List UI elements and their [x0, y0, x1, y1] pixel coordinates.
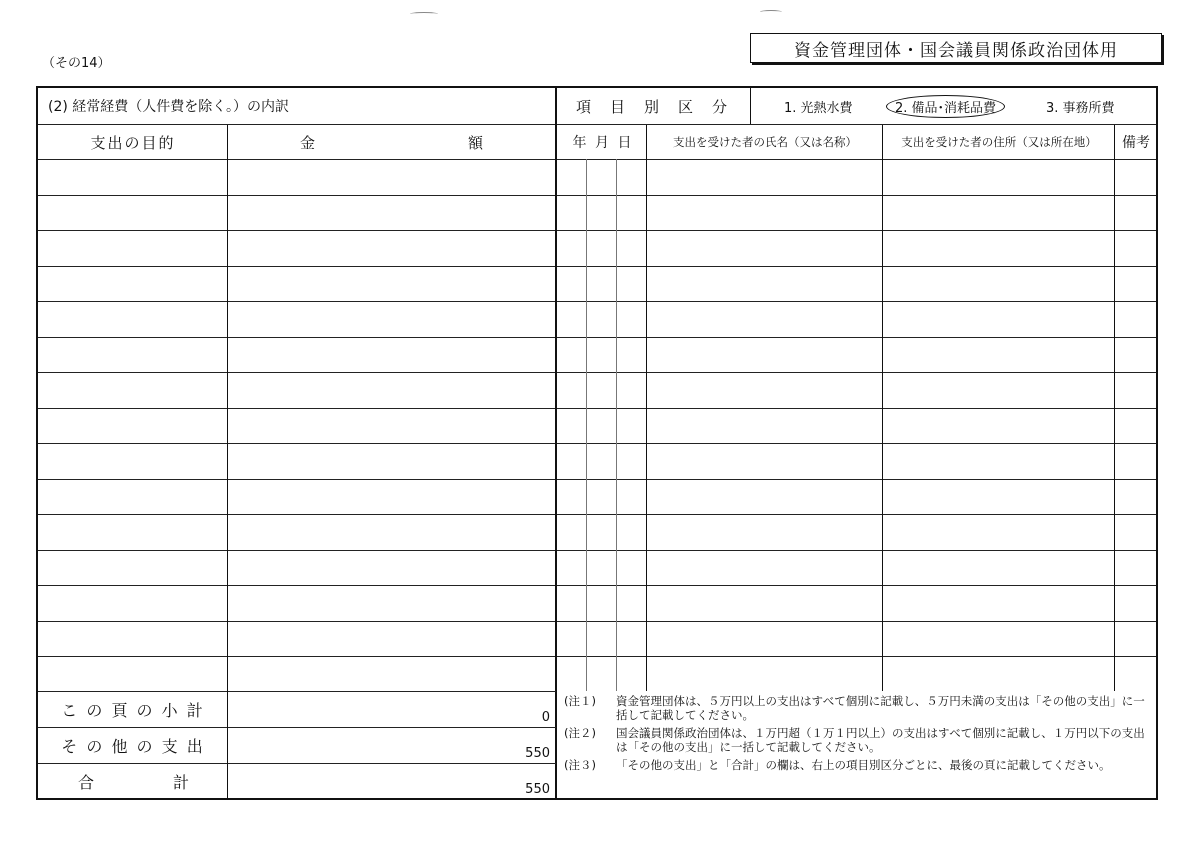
- col-remarks: 備考: [1122, 135, 1150, 151]
- table-row: [38, 479, 1156, 480]
- page-label: （その14）: [42, 56, 111, 71]
- total-value: 550: [525, 782, 550, 797]
- divider: [750, 88, 751, 124]
- col-amount-2: 額: [468, 133, 486, 152]
- category-option-2-selected: 2. 備品･消耗品費: [886, 95, 1005, 118]
- table-row: [38, 230, 1156, 231]
- subtotal-label: こ の 頁 の 小 計: [61, 701, 205, 720]
- category-option-3: 3. 事務所費: [1046, 100, 1115, 116]
- note-mark: (注１): [564, 694, 596, 708]
- table-row: [38, 195, 1156, 196]
- table-row: [38, 372, 1156, 373]
- table-row: [38, 266, 1156, 267]
- divider: [616, 159, 617, 691]
- divider: [586, 159, 587, 691]
- divider: [38, 763, 556, 764]
- table-row: [38, 656, 1156, 657]
- divider: [646, 125, 647, 691]
- table-row: [38, 550, 1156, 551]
- scan-mark: [410, 12, 438, 16]
- table-row: [38, 621, 1156, 622]
- other-expense-value: 550: [525, 746, 550, 761]
- total-label-1: 合: [78, 772, 95, 792]
- other-expense-label: そ の 他 の 支 出: [61, 737, 205, 756]
- col-recipient-name: 支出を受けた者の氏名（又は名称）: [673, 135, 857, 149]
- note-text: 「その他の支出」と「合計」の欄は、右上の項目別区分ごとに、最後の頁に記載してください。: [616, 758, 1111, 772]
- category-label: 項 目 別 区 分: [576, 97, 730, 116]
- table-row: [38, 301, 1156, 302]
- note-text: 資金管理団体は、５万円以上の支出はすべて個別に記載し、５万円未満の支出は「その他の支出」に一括して記載してください。: [616, 694, 1145, 722]
- category-option-1: 1. 光熱水費: [784, 100, 853, 116]
- total-label-2: 計: [173, 772, 190, 792]
- col-amount-1: 金: [300, 133, 318, 152]
- form-type-box: 資金管理団体・国会議員関係政治団体用: [750, 33, 1162, 63]
- note-mark: (注３): [564, 758, 596, 772]
- note-text: 国会議員関係政治団体は、１万円超（１万１円以上）の支出はすべて個別に記載し、１万円以下の支出は「その他の支出」に一括して記載してください。: [616, 726, 1145, 754]
- col-recipient-address: 支出を受けた者の住所（又は所在地）: [901, 135, 1097, 149]
- col-date: 年 月 日: [572, 135, 632, 151]
- subtotal-value: 0: [541, 710, 550, 725]
- note-mark: (注２): [564, 726, 596, 740]
- table-row: [38, 159, 1156, 160]
- scan-mark: [760, 10, 782, 14]
- table-row: [38, 337, 1156, 338]
- table-row: [38, 514, 1156, 515]
- divider: [227, 125, 228, 691]
- table-row: [38, 443, 1156, 444]
- table-row: [38, 585, 1156, 586]
- section-title: (2) 経常経費（人件費を除く。）の内訳: [48, 99, 290, 115]
- col-purpose: 支出の目的: [90, 133, 176, 152]
- divider: [1114, 125, 1115, 691]
- divider: [882, 125, 883, 691]
- table-row: [38, 408, 1156, 409]
- report-form: [36, 86, 1158, 800]
